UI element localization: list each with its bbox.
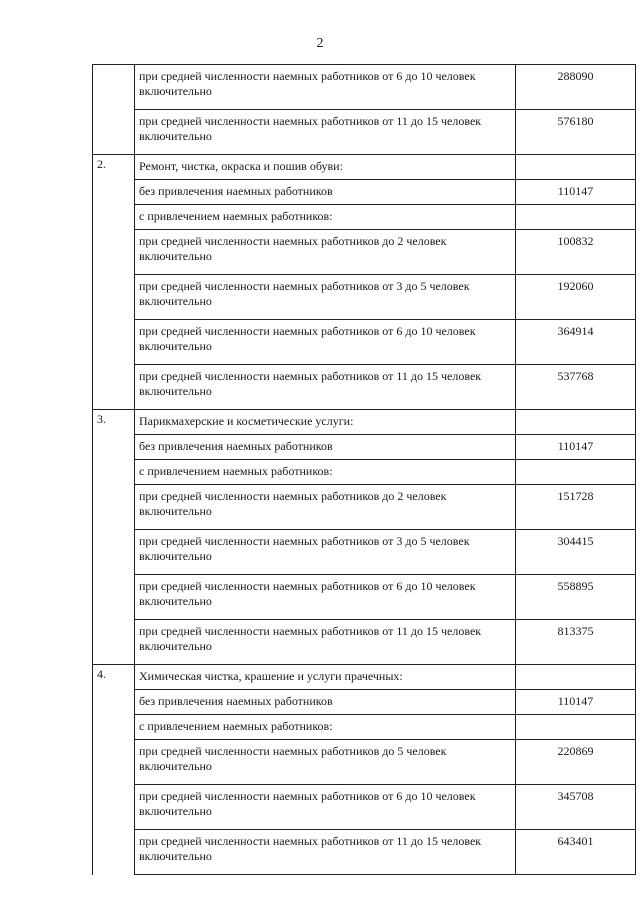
row-value (516, 410, 636, 435)
row-description: Ремонт, чистка, окраска и пошив обуви: (135, 155, 516, 180)
section-number (93, 460, 135, 485)
table-row (93, 690, 636, 715)
row-value: 110147 (516, 180, 636, 205)
section-number: 3. (93, 410, 135, 435)
table-row (93, 715, 636, 740)
section-number (93, 230, 135, 275)
row-description: без привлечения наемных работников (135, 180, 516, 205)
row-value: 100832 (516, 230, 636, 275)
rates-table (92, 64, 636, 875)
table-row (93, 320, 636, 365)
row-value (516, 155, 636, 180)
row-description: при средней численности наемных работников до 2 человек включительно (135, 485, 516, 530)
row-value: 151728 (516, 485, 636, 530)
row-description: при средней численности наемных работников от 11 до 15 человек включительно (135, 110, 516, 155)
table-row (93, 485, 636, 530)
section-header-row (93, 410, 636, 435)
row-description: без привлечения наемных работников (135, 435, 516, 460)
table-row (93, 620, 636, 665)
row-value: 110147 (516, 690, 636, 715)
table-row (93, 65, 636, 110)
row-description: при средней численности наемных работников от 11 до 15 человек включительно (135, 365, 516, 410)
section-number (93, 435, 135, 460)
table-row (93, 785, 636, 830)
row-description: при средней численности наемных работников от 11 до 15 человек включительно (135, 620, 516, 665)
row-value: 364914 (516, 320, 636, 365)
row-description: Химическая чистка, крашение и услуги прачечных: (135, 665, 516, 690)
section-number (93, 575, 135, 620)
row-description: при средней численности наемных работников от 6 до 10 человек включительно (135, 785, 516, 830)
row-description: без привлечения наемных работников (135, 690, 516, 715)
section-number (93, 110, 135, 155)
row-value: 288090 (516, 65, 636, 110)
row-value: 576180 (516, 110, 636, 155)
section-number (93, 180, 135, 205)
table-row (93, 575, 636, 620)
row-description: с привлечением наемных работников: (135, 460, 516, 485)
section-number (93, 275, 135, 320)
table-row (93, 740, 636, 785)
section-number (93, 320, 135, 365)
row-value: 813375 (516, 620, 636, 665)
row-value (516, 460, 636, 485)
section-number (93, 715, 135, 740)
row-description: при средней численности наемных работников от 3 до 5 человек включительно (135, 275, 516, 320)
row-value: 558895 (516, 575, 636, 620)
page-number: 2 (316, 36, 324, 51)
row-description: при средней численности наемных работников от 6 до 10 человек включительно (135, 65, 516, 110)
row-value (516, 665, 636, 690)
row-value: 192060 (516, 275, 636, 320)
row-description: при средней численности наемных работников до 2 человек включительно (135, 230, 516, 275)
section-header-row (93, 665, 636, 690)
row-value (516, 205, 636, 230)
section-number (93, 785, 135, 830)
table-row (93, 830, 636, 875)
row-description: при средней численности наемных работников от 11 до 15 человек включительно (135, 830, 516, 875)
section-number: 2. (93, 155, 135, 180)
row-value: 345708 (516, 785, 636, 830)
section-number: 4. (93, 665, 135, 690)
table-row (93, 275, 636, 320)
table-row (93, 205, 636, 230)
table-row (93, 110, 636, 155)
rates-table-body (93, 65, 636, 875)
row-value: 110147 (516, 435, 636, 460)
table-row (93, 435, 636, 460)
section-number (93, 830, 135, 875)
row-value: 537768 (516, 365, 636, 410)
row-description: с привлечением наемных работников: (135, 205, 516, 230)
section-number (93, 530, 135, 575)
table-row (93, 180, 636, 205)
row-description: при средней численности наемных работников от 6 до 10 человек включительно (135, 575, 516, 620)
section-number (93, 485, 135, 530)
section-number (93, 690, 135, 715)
row-description: при средней численности наемных работников от 3 до 5 человек включительно (135, 530, 516, 575)
row-description: при средней численности наемных работников до 5 человек включительно (135, 740, 516, 785)
table-row (93, 530, 636, 575)
section-number (93, 740, 135, 785)
section-number (93, 205, 135, 230)
row-value: 304415 (516, 530, 636, 575)
table-row (93, 230, 636, 275)
row-value: 643401 (516, 830, 636, 875)
row-value: 220869 (516, 740, 636, 785)
row-description: Парикмахерские и косметические услуги: (135, 410, 516, 435)
section-header-row (93, 155, 636, 180)
row-value (516, 715, 636, 740)
section-number (93, 620, 135, 665)
section-number (93, 65, 135, 110)
section-number (93, 365, 135, 410)
row-description: с привлечением наемных работников: (135, 715, 516, 740)
table-row (93, 365, 636, 410)
table-row (93, 460, 636, 485)
row-description: при средней численности наемных работников от 6 до 10 человек включительно (135, 320, 516, 365)
